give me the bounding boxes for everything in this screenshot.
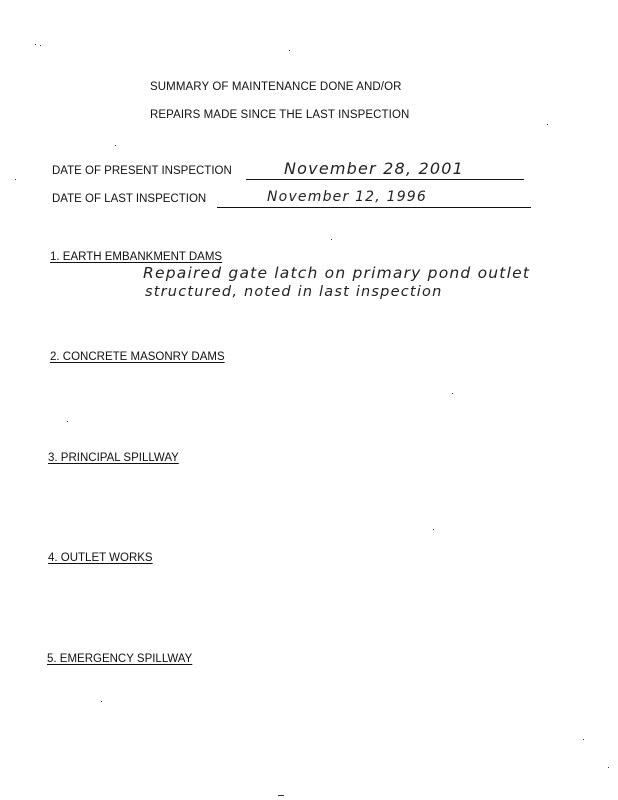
- present-inspection-value: November 28, 2001: [284, 159, 464, 178]
- scan-speck: [331, 239, 332, 240]
- section-principal-spillway-heading: 3. PRINCIPAL SPILLWAY: [48, 452, 179, 464]
- section-emergency-spillway-heading: 5. EMERGENCY SPILLWAY: [47, 653, 193, 665]
- scan-speck: [40, 45, 41, 46]
- section-earth-embankment-notes-line-2: structured, noted in last inspection: [145, 284, 443, 300]
- present-inspection-label: DATE OF PRESENT INSPECTION: [52, 165, 232, 177]
- scan-speck: [289, 50, 290, 51]
- scan-speck: [433, 529, 434, 530]
- document-title-line-2: REPAIRS MADE SINCE THE LAST INSPECTION: [150, 109, 410, 121]
- scan-speck: [278, 795, 284, 796]
- scan-speck: [67, 421, 68, 422]
- last-inspection-row: [52, 189, 532, 213]
- scan-speck: [15, 179, 16, 180]
- last-inspection-label: DATE OF LAST INSPECTION: [52, 193, 207, 205]
- scan-speck: [452, 393, 453, 394]
- last-inspection-line: [217, 207, 531, 208]
- present-inspection-line: [246, 179, 524, 180]
- scan-speck: [35, 44, 36, 45]
- scan-speck: [101, 701, 102, 702]
- present-inspection-row: [52, 159, 532, 185]
- scan-speck: [608, 767, 609, 768]
- section-concrete-masonry-dams-heading: 2. CONCRETE MASONRY DAMS: [50, 351, 225, 363]
- section-outlet-works-heading: 4. OUTLET WORKS: [48, 552, 153, 564]
- scan-speck: [547, 124, 548, 125]
- scan-speck: [115, 145, 116, 146]
- scan-speck: [583, 739, 584, 740]
- section-earth-embankment-notes-line-1: Repaired gate latch on primary pond outlet: [143, 264, 531, 282]
- section-earth-embankment-dams-heading: 1. EARTH EMBANKMENT DAMS: [50, 251, 223, 263]
- last-inspection-value: November 12, 1996: [267, 189, 428, 205]
- document-title-line-1: SUMMARY OF MAINTENANCE DONE AND/OR: [150, 81, 402, 93]
